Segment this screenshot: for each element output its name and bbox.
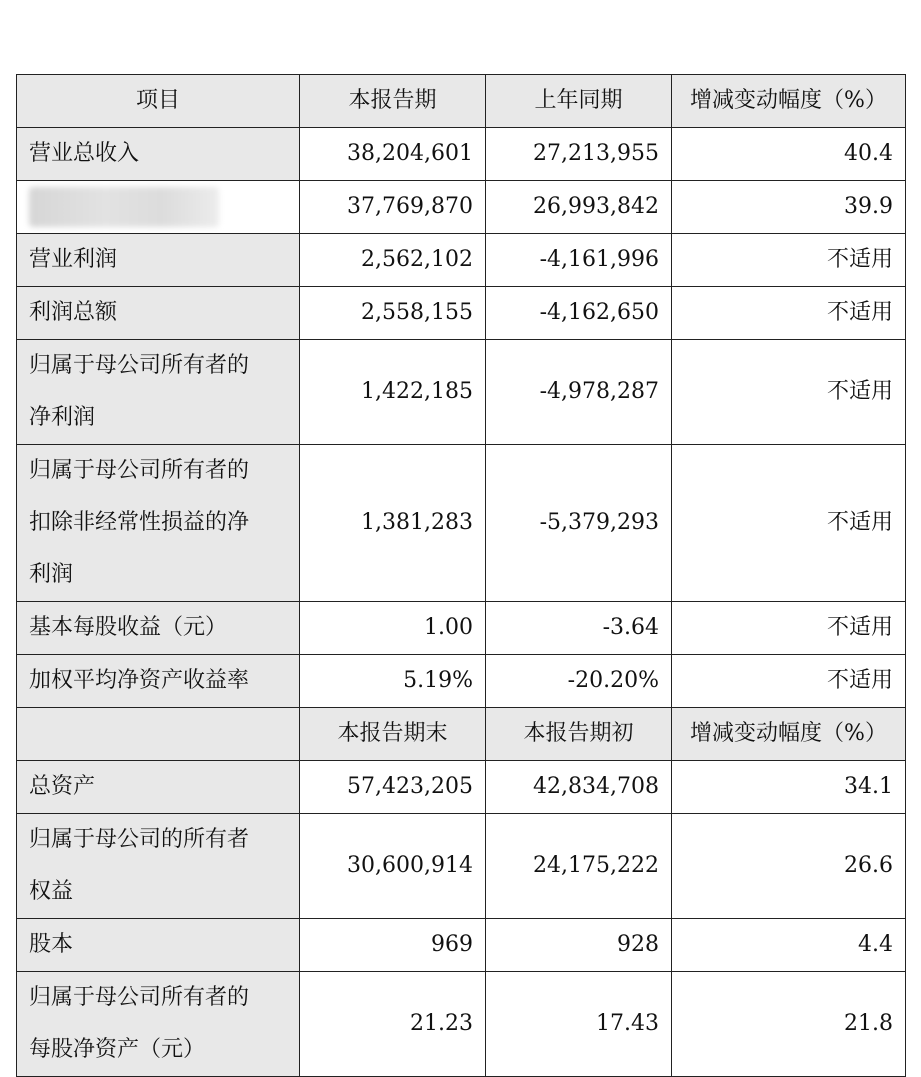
table-row — [17, 287, 906, 340]
row-label: 营业总收入 — [17, 128, 300, 181]
row-label-line: 每股净资产（元） — [29, 1037, 206, 1062]
cell-change: 不适用 — [672, 340, 906, 445]
header-change-percent: 增减变动幅度（%） — [672, 75, 906, 128]
row-label-line: 净利润 — [29, 405, 96, 430]
header-prior-period: 上年同期 — [486, 75, 672, 128]
cell-prior: 42,834,708 — [486, 761, 672, 814]
cell-current: 1,381,283 — [300, 445, 486, 602]
row-label — [17, 972, 300, 1077]
cell-prior: 27,213,955 — [486, 128, 672, 181]
table-subheader-row — [17, 708, 906, 761]
cell-change: 39.9 — [672, 181, 906, 234]
cell-prior: -4,161,996 — [486, 234, 672, 287]
cell-prior: 928 — [486, 919, 672, 972]
cell-current: 1.00 — [300, 602, 486, 655]
cell-current: 969 — [300, 919, 486, 972]
table-row — [17, 128, 906, 181]
table-row — [17, 919, 906, 972]
cell-current: 21.23 — [300, 972, 486, 1077]
financial-summary-table — [16, 74, 906, 1077]
row-label-line: 利润 — [29, 562, 74, 587]
row-label-line: 归属于母公司所有者的 — [29, 985, 250, 1010]
cell-current: 38,204,601 — [300, 128, 486, 181]
cell-current: 57,423,205 — [300, 761, 486, 814]
header-period-start: 本报告期初 — [486, 708, 672, 761]
cell-current: 1,422,185 — [300, 340, 486, 445]
cell-change: 不适用 — [672, 602, 906, 655]
header-period-end: 本报告期末 — [300, 708, 486, 761]
cell-prior: 24,175,222 — [486, 814, 672, 919]
row-label: 股本 — [17, 919, 300, 972]
row-label: 利润总额 — [17, 287, 300, 340]
table-row — [17, 972, 906, 1077]
row-label: 基本每股收益（元） — [17, 602, 300, 655]
row-label — [17, 445, 300, 602]
table-row — [17, 655, 906, 708]
cell-current: 2,558,155 — [300, 287, 486, 340]
cell-prior: 17.43 — [486, 972, 672, 1077]
header-item: 项目 — [17, 75, 300, 128]
row-label: 营业利润 — [17, 234, 300, 287]
cell-prior: -20.20% — [486, 655, 672, 708]
row-label-line: 归属于母公司所有者的 — [29, 353, 250, 378]
row-label-line: 扣除非经常性损益的净 — [29, 510, 250, 535]
cell-current: 30,600,914 — [300, 814, 486, 919]
row-label — [17, 814, 300, 919]
header-current-period: 本报告期 — [300, 75, 486, 128]
row-label: 总资产 — [17, 761, 300, 814]
row-label — [17, 340, 300, 445]
row-label-line: 归属于母公司的所有者 — [29, 827, 250, 852]
table-header-row — [17, 75, 906, 128]
table-row — [17, 445, 906, 602]
row-label-line: 权益 — [29, 879, 74, 904]
table-row — [17, 340, 906, 445]
row-label-line: 归属于母公司所有者的 — [29, 458, 250, 483]
cell-prior: 26,993,842 — [486, 181, 672, 234]
cell-prior: -4,978,287 — [486, 340, 672, 445]
cell-prior: -3.64 — [486, 602, 672, 655]
cell-change: 不适用 — [672, 655, 906, 708]
cell-change: 不适用 — [672, 287, 906, 340]
cell-change: 34.1 — [672, 761, 906, 814]
cell-change: 21.8 — [672, 972, 906, 1077]
cell-current: 37,769,870 — [300, 181, 486, 234]
cell-change: 26.6 — [672, 814, 906, 919]
table-row — [17, 761, 906, 814]
table-row — [17, 602, 906, 655]
cell-change: 不适用 — [672, 234, 906, 287]
table-row — [17, 181, 906, 234]
cell-change: 不适用 — [672, 445, 906, 602]
cell-prior: -5,379,293 — [486, 445, 672, 602]
redacted-label-blur — [29, 187, 219, 227]
cell-change: 40.4 — [672, 128, 906, 181]
row-label: 加权平均净资产收益率 — [17, 655, 300, 708]
table-row — [17, 814, 906, 919]
header-item-blank — [17, 708, 300, 761]
cell-current: 2,562,102 — [300, 234, 486, 287]
header-change-percent: 增减变动幅度（%） — [672, 708, 906, 761]
row-label-redacted — [17, 181, 300, 234]
cell-change: 4.4 — [672, 919, 906, 972]
cell-current: 5.19% — [300, 655, 486, 708]
table-row — [17, 234, 906, 287]
cell-prior: -4,162,650 — [486, 287, 672, 340]
